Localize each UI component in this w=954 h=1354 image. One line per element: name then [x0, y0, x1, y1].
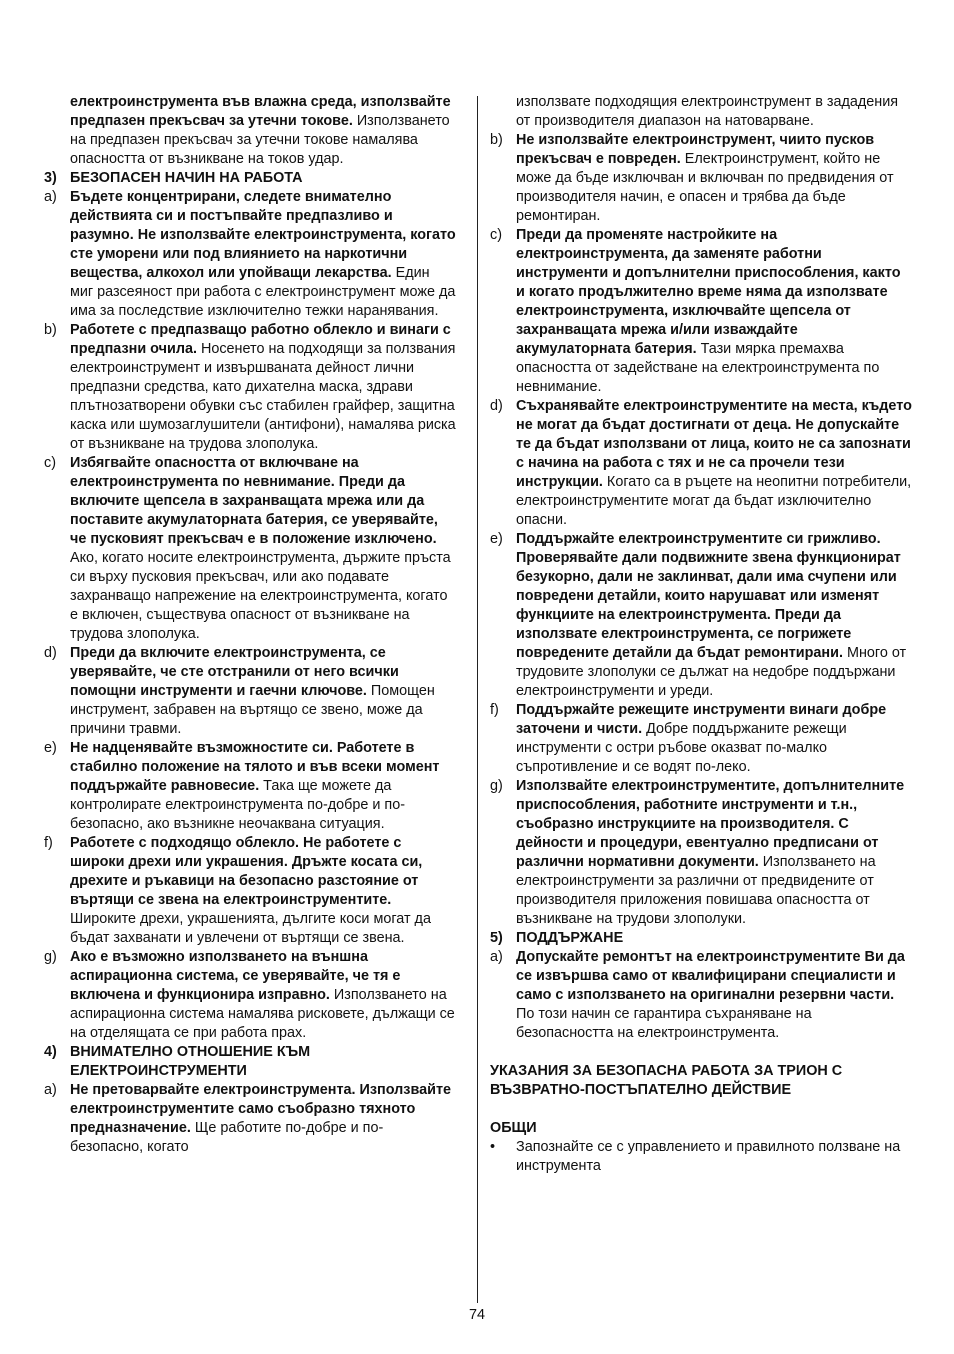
- general-heading: ОБЩИ: [490, 1120, 537, 1136]
- page-number: 74: [468, 1307, 485, 1323]
- list-item: e) Не надценявайте възможностите си. Работете в стабилно положение на тялото и във всеки момент поддържайте равновесие. Така ще можете да контролирате електроинструмента по-добре и по-безопасно, ако възникне неочаквана ситуация.: [44, 740, 440, 832]
- list-item: d) Преди да включите електроинструмента, се уверявайте, че сте отстранили от него всички помощни инструменти и гаечни ключове. Помощен инструмент, забравен на въртящо се звено, може да причини травми.: [44, 645, 435, 737]
- list-item: e) Поддържайте електроинструментите си грижливо. Проверявайте дали подвижните звена функционират безукорно, дали не заклинват, дали има счупени или повредени детайли, които нарушават или изменят функциите на електроинструмента. Преди да използвате електроинструмента, се погрижете повредените детайли да бъдат ремонтирани. Много от трудовите злополуки се дължат на недобре поддържани електроинструменти и уреди.: [490, 531, 907, 699]
- spacer: [490, 1100, 912, 1119]
- list-item: g) Ако е възможно използването на външна аспирационна система, се уверявайте, че тя е включена и функционира изправно. Използването на аспирационна система намалява рисковете, дължащи се на отделящата се при работа прах.: [44, 949, 455, 1041]
- list-item: a) Бъдете концентрирани, следете внимателно действията си и постъпвайте предпазливо и разумно. Не използвайте електроинструмента, когато сте уморени или под влиянието на наркотични вещества, алкохол или упойващи лекарства. Един миг разсеяност при работа с електроинструмент може да има за последствие изключително тежки наранявания.: [44, 189, 456, 319]
- right-column: [490, 93, 912, 1176]
- list-item: d) Съхранявайте електроинструментите на места, където не могат да бъдат достигнати от деца. Не допускайте те да бъдат използвани от лица, които не са запознати с начина на работа с тях и не са прочели тези инструкции. Когато са в ръцете на неопитни потребители, електроинструментите могат да бъдат изключително опасни.: [490, 398, 912, 528]
- saw-safety-heading: УКАЗАНИЯ ЗА БЕЗОПАСНА РАБОТА ЗА ТРИОН С ВЪЗВРАТНО-ПОСТЪПАТЕЛНО ДЕЙСТВИЕ: [490, 1063, 843, 1098]
- list-item: c) Преди да променяте настройките на електроинструмента, да заменяте работни инструменти и допълнителни приспособления, както и когато продължително време няма да използвате електроинструмента, изключвайте щепсела от захранващата мрежа и/или изваждайте акумулаторната батерия. Тази мярка премахва опасността от задействане на електроинструмента по невнимание.: [490, 227, 901, 395]
- section-3-heading: 3) БЕЗОПАСЕН НАЧИН НА РАБОТА: [44, 170, 303, 186]
- list-item: a) Допускайте ремонтът на електроинструментите Ви да се извършва само от квалифицирани специалисти и само с използването на оригинални резервни части. По този начин се гарантира съхраняване на безопасността на електроинструмента.: [490, 949, 905, 1041]
- spacer: [490, 1043, 912, 1062]
- continuation-paragraph: използвате подходящия електроинструмент в зададения от производителя диапазон на натоварване.: [516, 94, 899, 129]
- list-item: f) Работете с подходящо облекло. Не работете с широки дрехи или украшения. Дръжте косата си, дрехите и ръкавици на безопасно разстояние от въртящи се звена на електроинструментите. Широките дрехи, украшенията, дългите коси могат да бъдат захванати и увлечени от въртящи се звена.: [44, 835, 431, 946]
- bullet-item: • Запознайте се с управлението и правилното ползване на инструмента: [490, 1139, 901, 1174]
- list-item: f) Поддържайте режещите инструменти винаги добре заточени и чисти. Добре поддържаните режещи инструменти с остри ръбове оказват по-малко съпротивление и се водят по-леко.: [490, 702, 887, 775]
- list-item: a) Не претоварвайте електроинструмента. Използвайте електроинструментите само съобразно тяхното предназначение. Ще работите по-добре и по-безопасно, когато: [44, 1082, 451, 1155]
- column-divider: [477, 96, 478, 1303]
- list-item: g) Използвайте електроинструментите, допълнителните приспособления, работните инструменти и т.н., съобразно инструкциите на производителя. С дейности и процедури, евентуално предписани от различни нормативни документи. Използването на електроинструменти за различни от предвидените от производителя приложения повишава опасността от възникване на трудови злополуки.: [490, 778, 905, 927]
- list-item: b) Работете с предпазващо работно облекло и винаги с предпазни очила. Носенето на подходящи за ползвания електроинструмент и извършваната дейност лични предпазни средства, като дихателна маска, здрави плътнозатворени обувки със стабилен грайфер, защитна каска или шумозаглушители (антифони), намалява риска от възникване на трудова злополука.: [44, 322, 456, 452]
- section-5-heading: 5) ПОДДЪРЖАНЕ: [490, 930, 624, 946]
- section-4-heading: 4) ВНИМАТЕЛНО ОТНОШЕНИЕ КЪМ ЕЛЕКТРОИНСТРУМЕНТИ: [44, 1044, 311, 1079]
- list-item: b) Не използвайте електроинструмент, чиито пусков прекъсвач е повреден. Електроинструмент, който не може да бъде изключван и включван по предвидения от производителя начин, е опасен и трябва да бъде ремонтиран.: [490, 132, 894, 224]
- list-item: c) Избягвайте опасността от включване на електроинструмента по невнимание. Преди да включите щепсела в захранващата мрежа или да поставите акумулаторната батерия, се уверявайте, че пусковият прекъсвач е в положение изключено. Ако, когато носите електроинструмента, държите пръста си върху пусковия прекъсвач, или ако подавате захранващо напрежение на електроинструмента, когато е включен, съществува опасност от възникване на трудова злополука.: [44, 455, 451, 642]
- intro-paragraph: електроинструмента във влажна среда, използвайте предпазен прекъсвач за утечни токове. Използването на предпазен прекъсвач за утечни токове намалява опасността от възникване на токов удар.: [70, 94, 451, 167]
- left-column: [44, 93, 456, 1157]
